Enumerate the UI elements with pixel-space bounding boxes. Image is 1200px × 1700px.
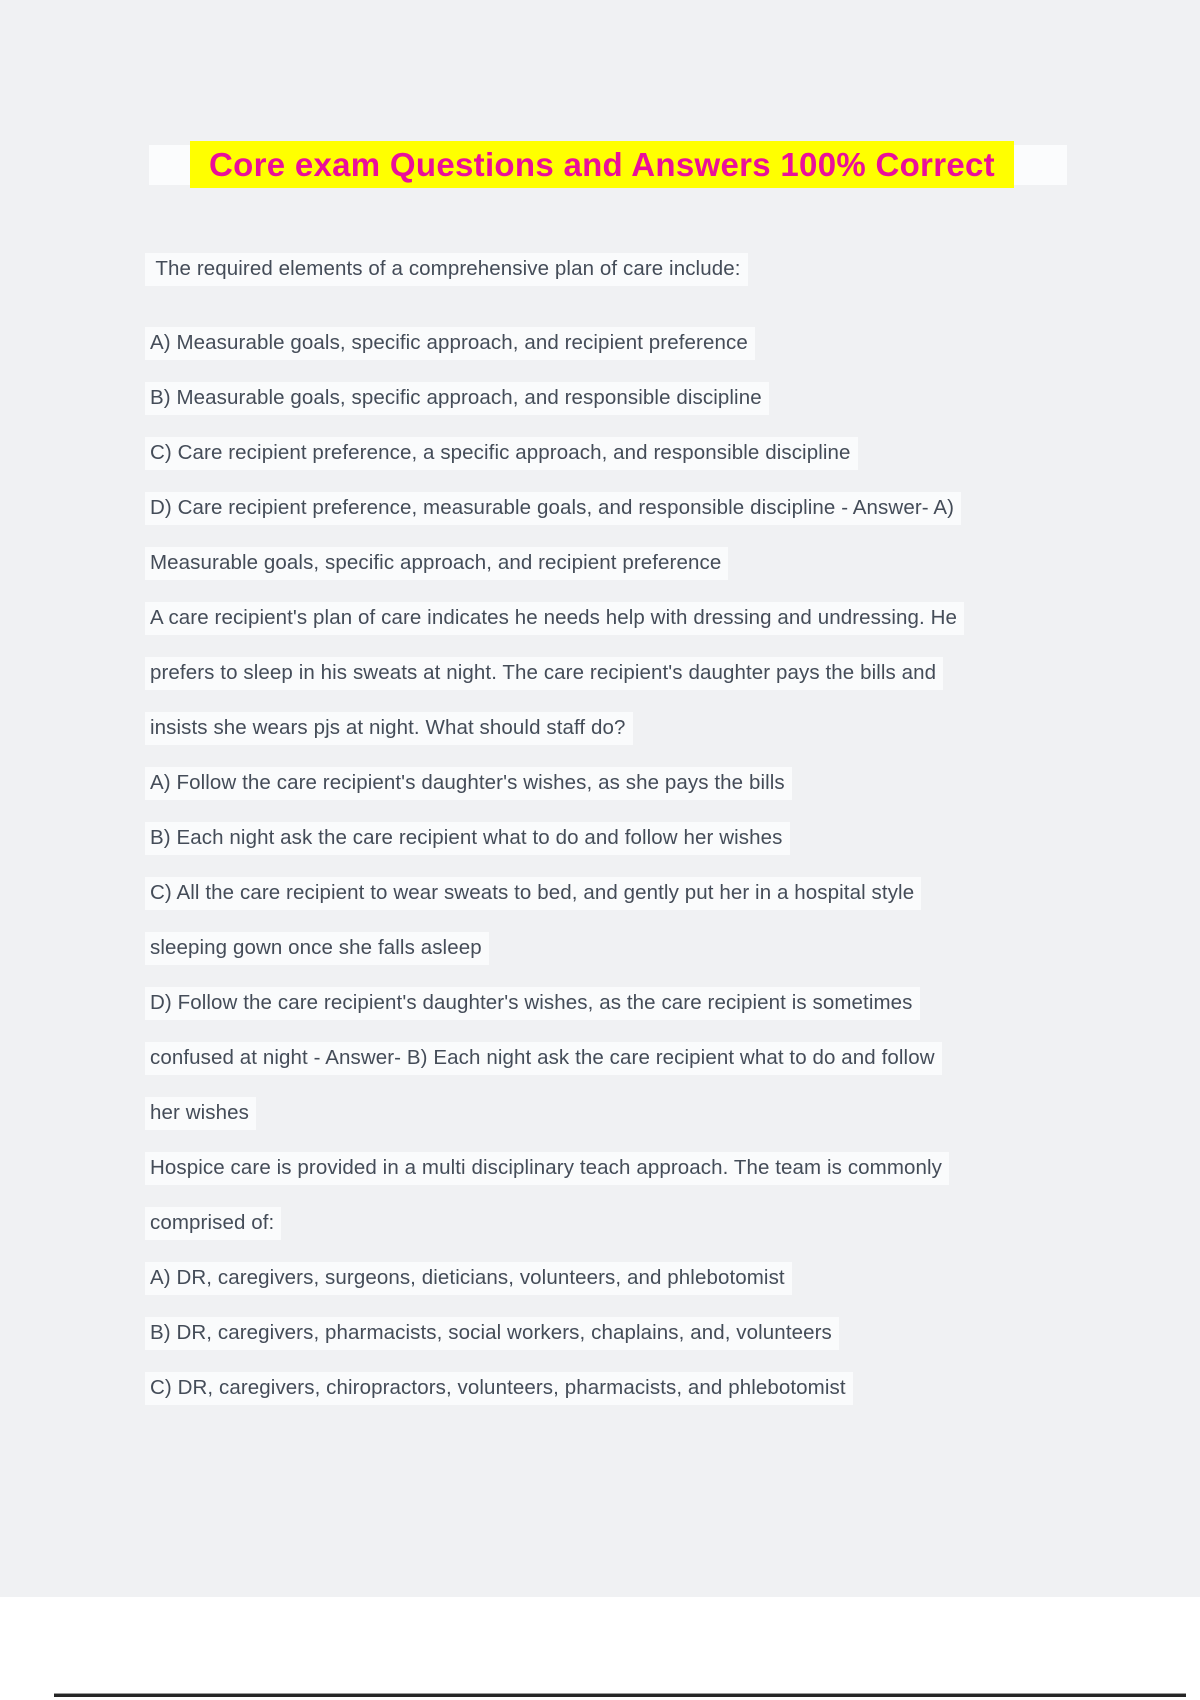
text-line-content: B) Each night ask the care recipient what to do and follow her wishes [145, 822, 790, 855]
text-line [145, 701, 1105, 756]
text-line-content: A) Follow the care recipient's daughter's wishes, as she pays the bills [145, 767, 792, 800]
footer-divider-line [54, 1693, 1186, 1697]
text-line-content: Measurable goals, specific approach, and recipient preference [145, 547, 728, 580]
text-line-content: D) Follow the care recipient's daughter's wishes, as the care recipient is sometimes [145, 987, 920, 1020]
text-line-content: C) All the care recipient to wear sweats to bed, and gently put her in a hospital style [145, 877, 921, 910]
title-row [149, 141, 1067, 188]
text-line-content: confused at night - Answer- B) Each night ask the care recipient what to do and follow [145, 1042, 942, 1075]
text-line [145, 976, 1105, 1031]
text-line [145, 371, 1105, 426]
text-line-content: insists she wears pjs at night. What should staff do? [145, 712, 633, 745]
text-line [145, 426, 1105, 481]
text-line-content: sleeping gown once she falls asleep [145, 932, 489, 965]
text-line [145, 1251, 1105, 1306]
text-line [145, 1031, 1105, 1086]
text-line-content: C) DR, caregivers, chiropractors, volunteers, pharmacists, and phlebotomist [145, 1372, 853, 1405]
text-line-content: A care recipient's plan of care indicates he needs help with dressing and undressing. He [145, 602, 964, 635]
text-line-content: comprised of: [145, 1207, 281, 1240]
text-line [145, 591, 1105, 646]
text-line-content: B) DR, caregivers, pharmacists, social workers, chaplains, and, volunteers [145, 1317, 839, 1350]
text-line-content: B) Measurable goals, specific approach, and responsible discipline [145, 382, 769, 415]
text-line [145, 1086, 1105, 1141]
text-line [145, 1141, 1105, 1196]
text-line-content: prefers to sleep in his sweats at night. The care recipient's daughter pays the bills and [145, 657, 943, 690]
page-title: Core exam Questions and Answers 100% Correct [190, 141, 1014, 188]
text-line [145, 1361, 1105, 1416]
document-body [145, 242, 1105, 1416]
title-highlight-pad-right [1014, 145, 1067, 185]
text-line-content: A) DR, caregivers, surgeons, dieticians, volunteers, and phlebotomist [145, 1262, 792, 1295]
text-line [145, 646, 1105, 701]
text-line [145, 1196, 1105, 1251]
text-line [145, 811, 1105, 866]
text-line [145, 1306, 1105, 1361]
title-highlight-pad-left [149, 145, 190, 185]
text-line-content: The required elements of a comprehensive plan of care include: [145, 253, 748, 286]
text-line-content: D) Care recipient preference, measurable goals, and responsible discipline - Answer- A) [145, 492, 961, 525]
text-line [145, 481, 1105, 536]
text-line [145, 866, 1105, 921]
text-line [145, 756, 1105, 811]
text-line [145, 536, 1105, 591]
text-line-content: her wishes [145, 1097, 256, 1130]
text-line [145, 242, 1105, 297]
text-line [145, 921, 1105, 976]
text-line-content: C) Care recipient preference, a specific approach, and responsible discipline [145, 437, 858, 470]
text-line-content: Hospice care is provided in a multi disciplinary teach approach. The team is commonly [145, 1152, 949, 1185]
text-line-content: A) Measurable goals, specific approach, and recipient preference [145, 327, 755, 360]
text-line [145, 316, 1105, 371]
